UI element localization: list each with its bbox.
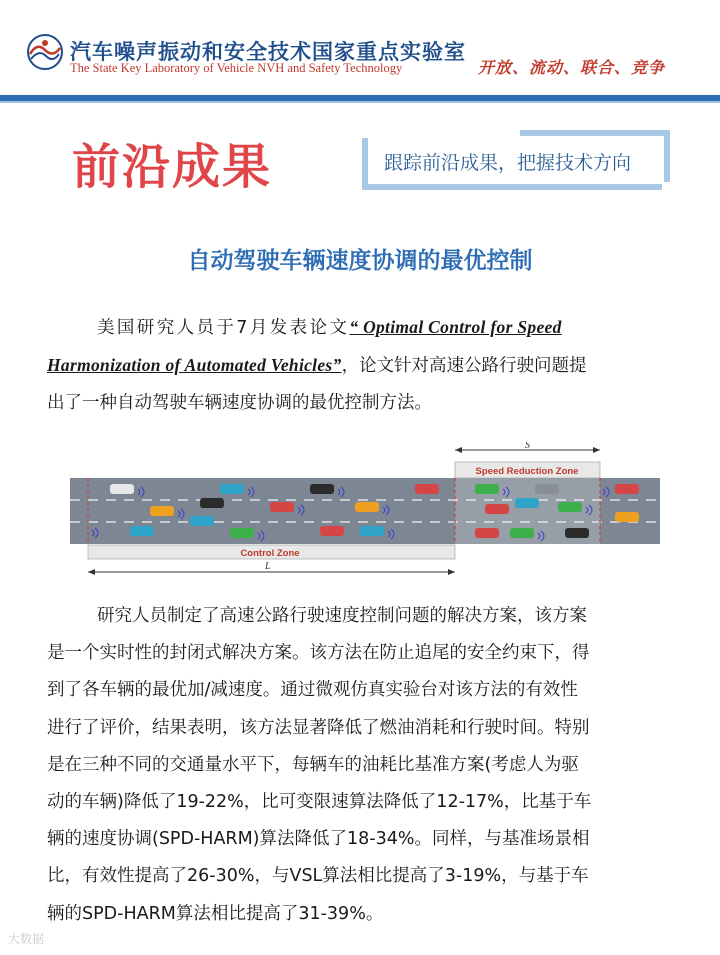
body-line: 进行了评价，结果表明，该方法显著降低了燃油消耗和行驶时间。特别 (47, 717, 590, 738)
intro-rest-1: ，论文针对高速公路行驶问题提 (341, 356, 587, 376)
header (0, 0, 720, 95)
slogan-box (362, 130, 670, 190)
body-line: 辆的速度协调(SPD-HARM)算法降低了18-34%。同样，与基准场景相 (47, 829, 590, 850)
body-paragraph (47, 598, 677, 933)
intro-paragraph (47, 309, 673, 422)
paper-title-part1: “ Optimal Control for Speed (349, 317, 562, 337)
intro-lead: 美国研究人员于7月发表论文 (97, 318, 350, 338)
lab-name-cn: 汽车噪声振动和安全技术国家重点实验室 (70, 39, 466, 64)
control-zone-label: Control Zone (240, 548, 300, 559)
body-line: 动的车辆)降低了19-22%，比可变限速算法降低了12-17%，比基于车 (47, 792, 592, 813)
intro-line-2 (47, 347, 673, 385)
section-title: 前沿成果 (72, 139, 273, 195)
lab-logo-icon (25, 32, 65, 72)
intro-line-3: 出了一种自动驾驶车辆速度协调的最优控制方法。 (47, 393, 432, 413)
intro-line-1 (47, 309, 673, 347)
header-divider-light (0, 101, 720, 103)
l-label: L (265, 561, 271, 572)
body-line: 到了各车辆的最优加/减速度。通过微观仿真实验台对该方法的有效性 (47, 680, 578, 701)
speed-zone-label: Speed Reduction Zone (475, 466, 579, 477)
article-title: 自动驾驶车辆速度协调的最优控制 (187, 248, 533, 274)
s-label: S (525, 442, 530, 451)
body-line: 比，有效性提高了26-30%，与VSL算法相比提高了3-19%，与基于车 (47, 866, 589, 887)
lab-name-en: The State Key Laboratory of Vehicle NVH and Safety Technology (70, 61, 403, 75)
paper-title-part2: Harmonization of Automated Vehicles” (47, 355, 342, 375)
lab-motto: 开放、流动、联合、竞争 (478, 58, 666, 77)
body-line: 是在三种不同的交通量水平下，每辆车的油耗比基准方案(考虑人为驱 (47, 754, 579, 775)
body-line: 辆的SPD-HARM算法相比提高了31-39%。 (47, 903, 384, 924)
body-line: 是一个实时性的封闭式解决方案。该方法在防止追尾的安全约束下，得 (47, 643, 590, 664)
highway-diagram (70, 442, 660, 582)
section-slogan: 跟踪前沿成果，把握技术方向 (384, 152, 632, 174)
body-line: 研究人员制定了高速公路行驶速度控制问题的解决方案，该方案 (97, 606, 587, 626)
watermark: 大数据 (8, 932, 45, 946)
